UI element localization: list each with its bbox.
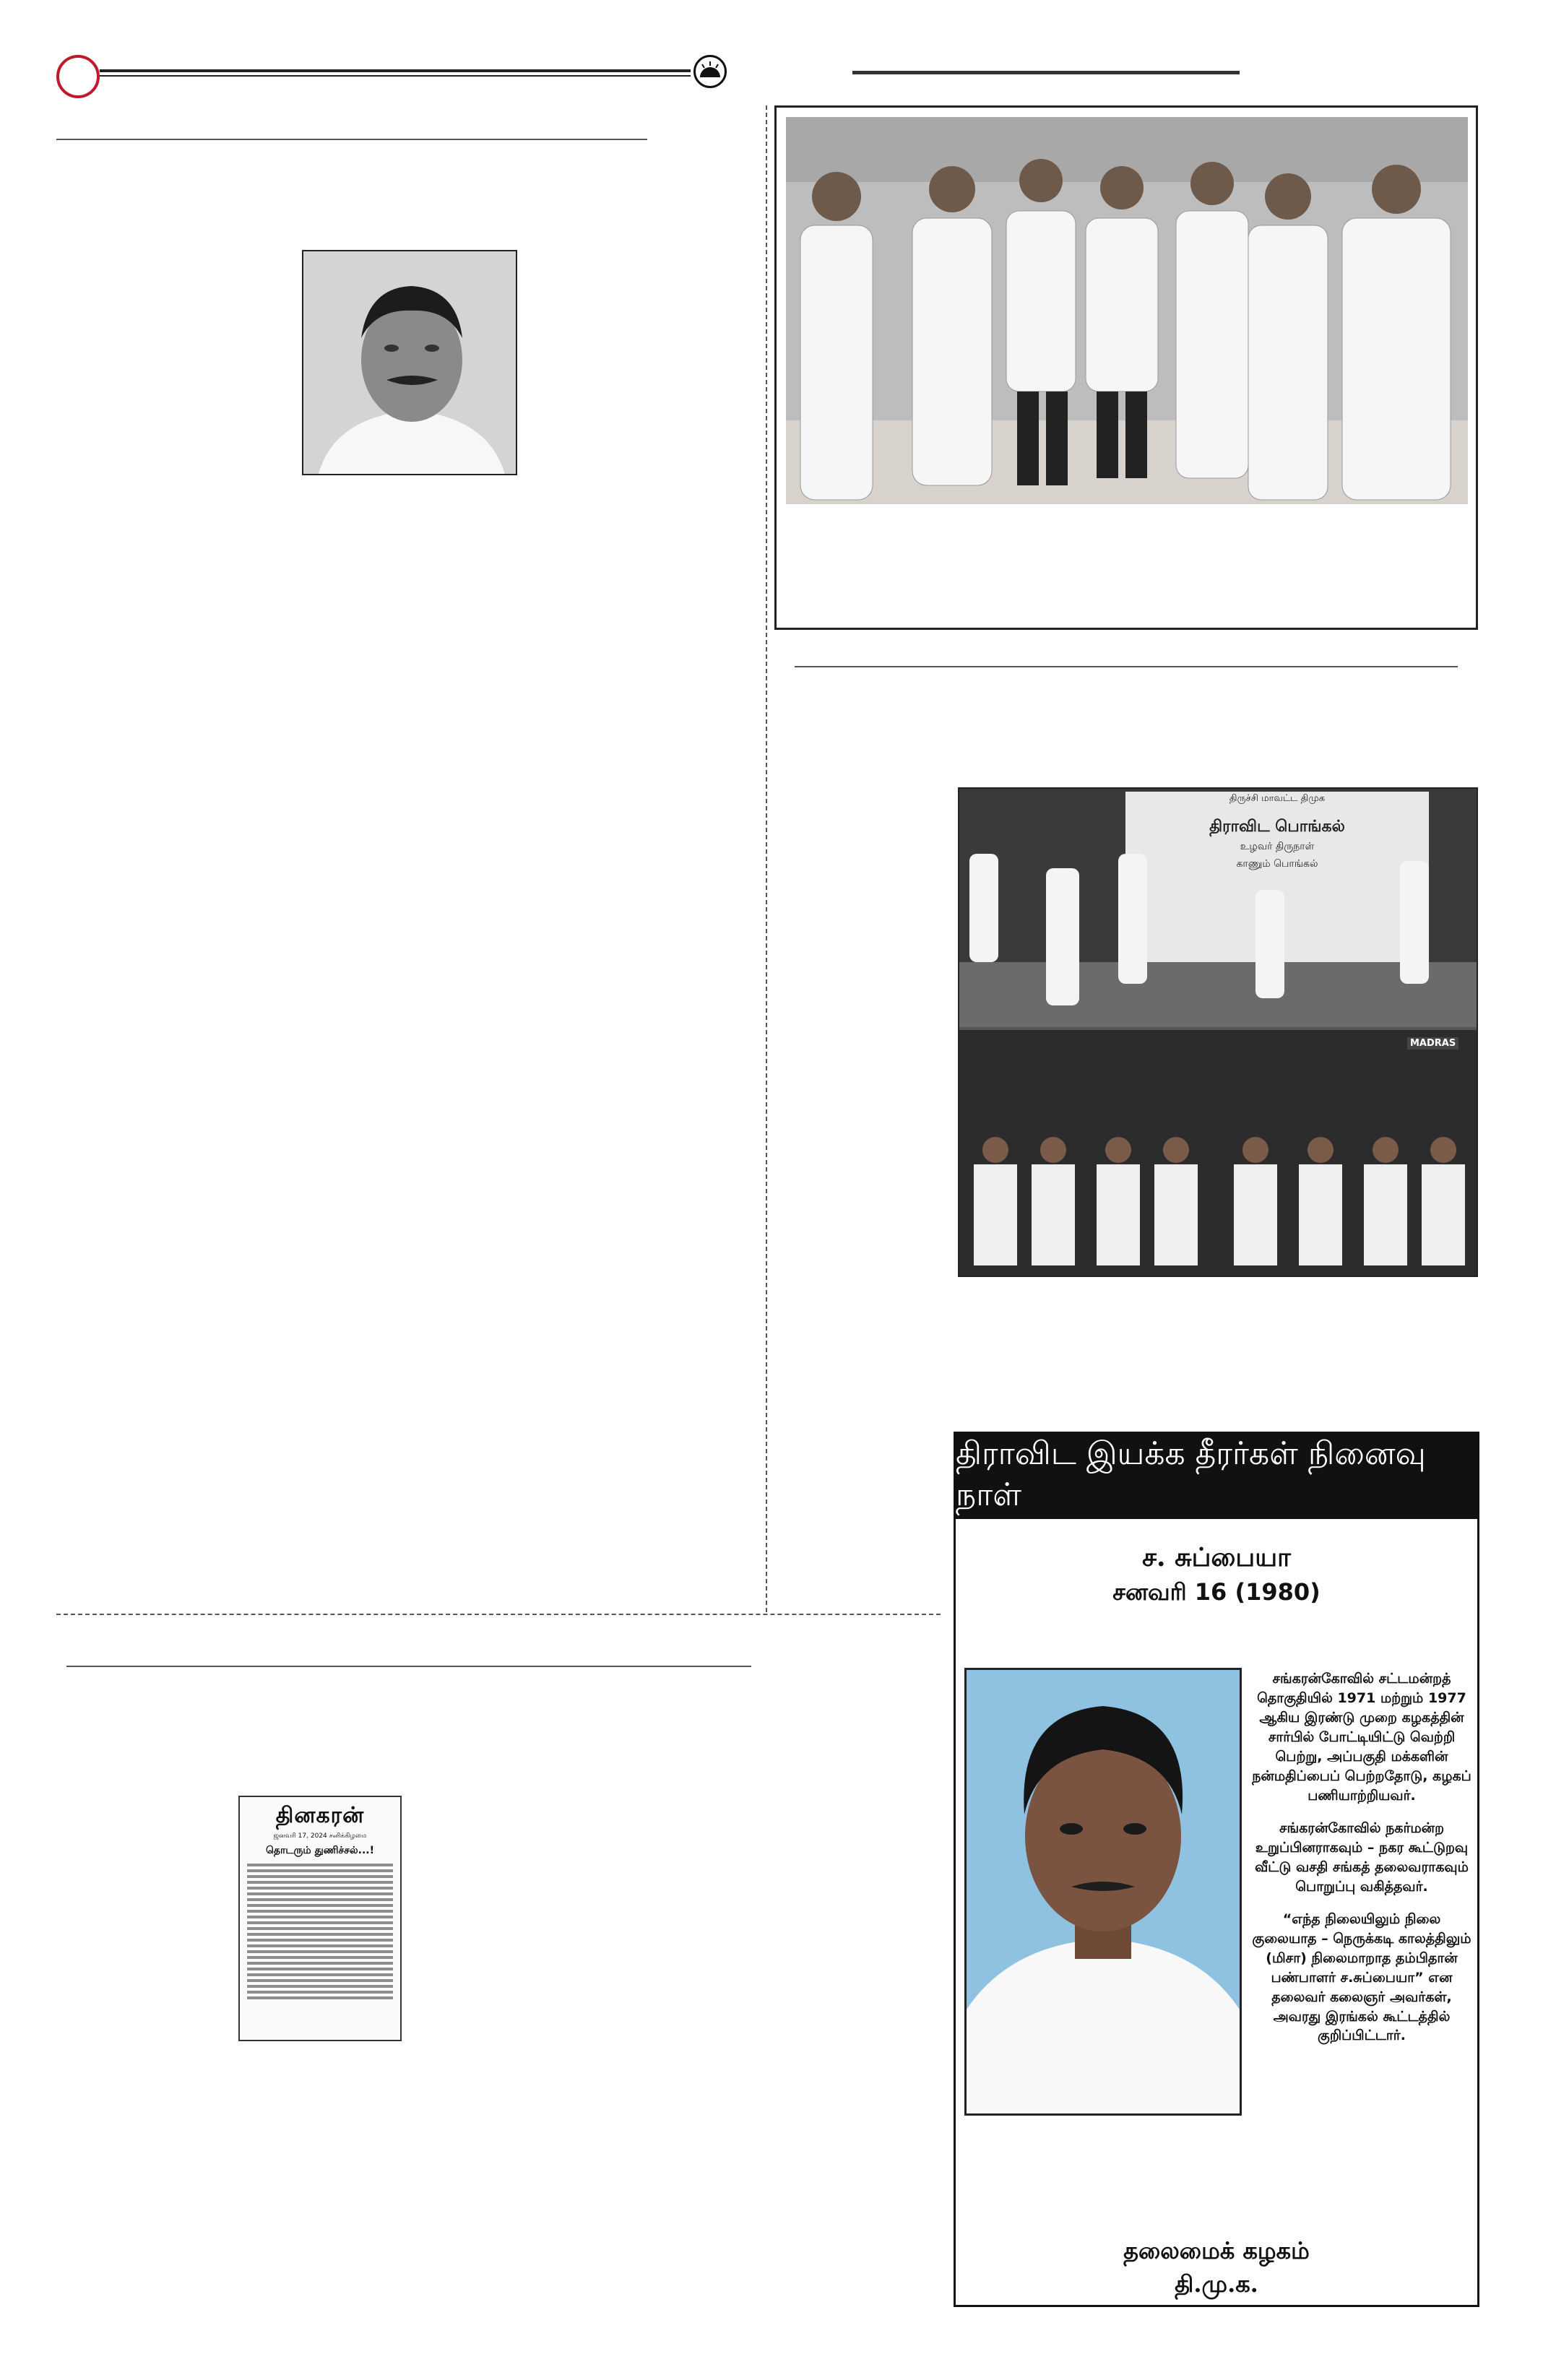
article-title-rule — [56, 139, 647, 140]
section-divider — [56, 1614, 941, 1615]
clipping-date: ஜனவரி 17, 2024 சனிக்கிழமை — [273, 1832, 367, 1840]
lower-article-title-rule — [66, 1666, 751, 1667]
memorial-paragraph-2: சங்கரன்கோவில் நகர்மன்ற உறுப்பினராகவும் – நகர கூட்டுறவு வீட்டு வசதி சங்கத் தலைவராகவும் பொறுப்பு வகித்தவர். — [1255, 1819, 1469, 1895]
minister-portrait — [302, 250, 517, 475]
clipping-headline: தொடரும் துணிச்சல்...! — [265, 1845, 374, 1856]
right-article-title-rule — [795, 666, 1458, 667]
newspaper-clipping — [238, 1796, 402, 2041]
event-banner-line-2: திராவிட பொங்கல் — [1209, 818, 1345, 836]
memorial-signature: தலைமைக் கழகம் — [1123, 2237, 1310, 2264]
group-photo — [786, 117, 1468, 504]
shop-sign: MADRAS — [1407, 1037, 1458, 1050]
event-banner-line-1: திருச்சி மாவட்ட திமுக — [1229, 793, 1326, 804]
memorial-paragraph-3: “எந்த நிலையிலும் நிலை குலையாத – நெருக்கடி காலத்திலும் (மிசா) நிலைமாறாத தம்பிதான் பண்பாளர் ச.சுப்பையா” என தலைவர் கலைஞர் அவர்கள், அவரது இரங்கல் கூட்டத்தில் குறிப்பிட்டார். — [1252, 1911, 1471, 2044]
page-number-badge — [56, 55, 100, 98]
rising-sun-logo-icon — [693, 55, 727, 88]
clipping-body-text — [247, 1864, 393, 1999]
memorial-name: ச. சுப்பையா — [1142, 1542, 1291, 1572]
clipping-masthead: தினகரன் — [275, 1803, 365, 1828]
memorial-organisation: தி.மு.க. — [1175, 2270, 1258, 2298]
header-rule-right — [852, 71, 1240, 74]
memorial-date: சனவரி 16 (1980) — [1112, 1578, 1321, 1606]
event-banner-line-3: உழவர் திருநாள் — [1240, 841, 1315, 852]
memorial-paragraph-1: சங்கரன்கோவில் சட்டமன்றத் தொகுதியில் 1971 மற்றும் 1977 ஆகிய இரண்டு முறை கழகத்தின் சார்பில் போட்டியிட்டு வெற்றி பெற்று, அப்பகுதி மக்களின் நன்மதிப்பைப் பெற்றதோடு, கழகப் பணியாற்றியவர். — [1252, 1671, 1471, 1804]
memorial-notice — [954, 1432, 1479, 2307]
memorial-text — [1249, 1669, 1474, 2059]
event-banner-line-4: காணும் பொங்கல் — [1236, 858, 1318, 870]
pongal-event-photo — [958, 787, 1478, 1277]
memorial-portrait — [964, 1668, 1242, 2116]
column-divider — [766, 105, 767, 1612]
memorial-banner: திராவிட இயக்க தீரர்கள் நினைவு நாள் — [956, 1434, 1477, 1519]
header-rule-left — [100, 69, 691, 77]
